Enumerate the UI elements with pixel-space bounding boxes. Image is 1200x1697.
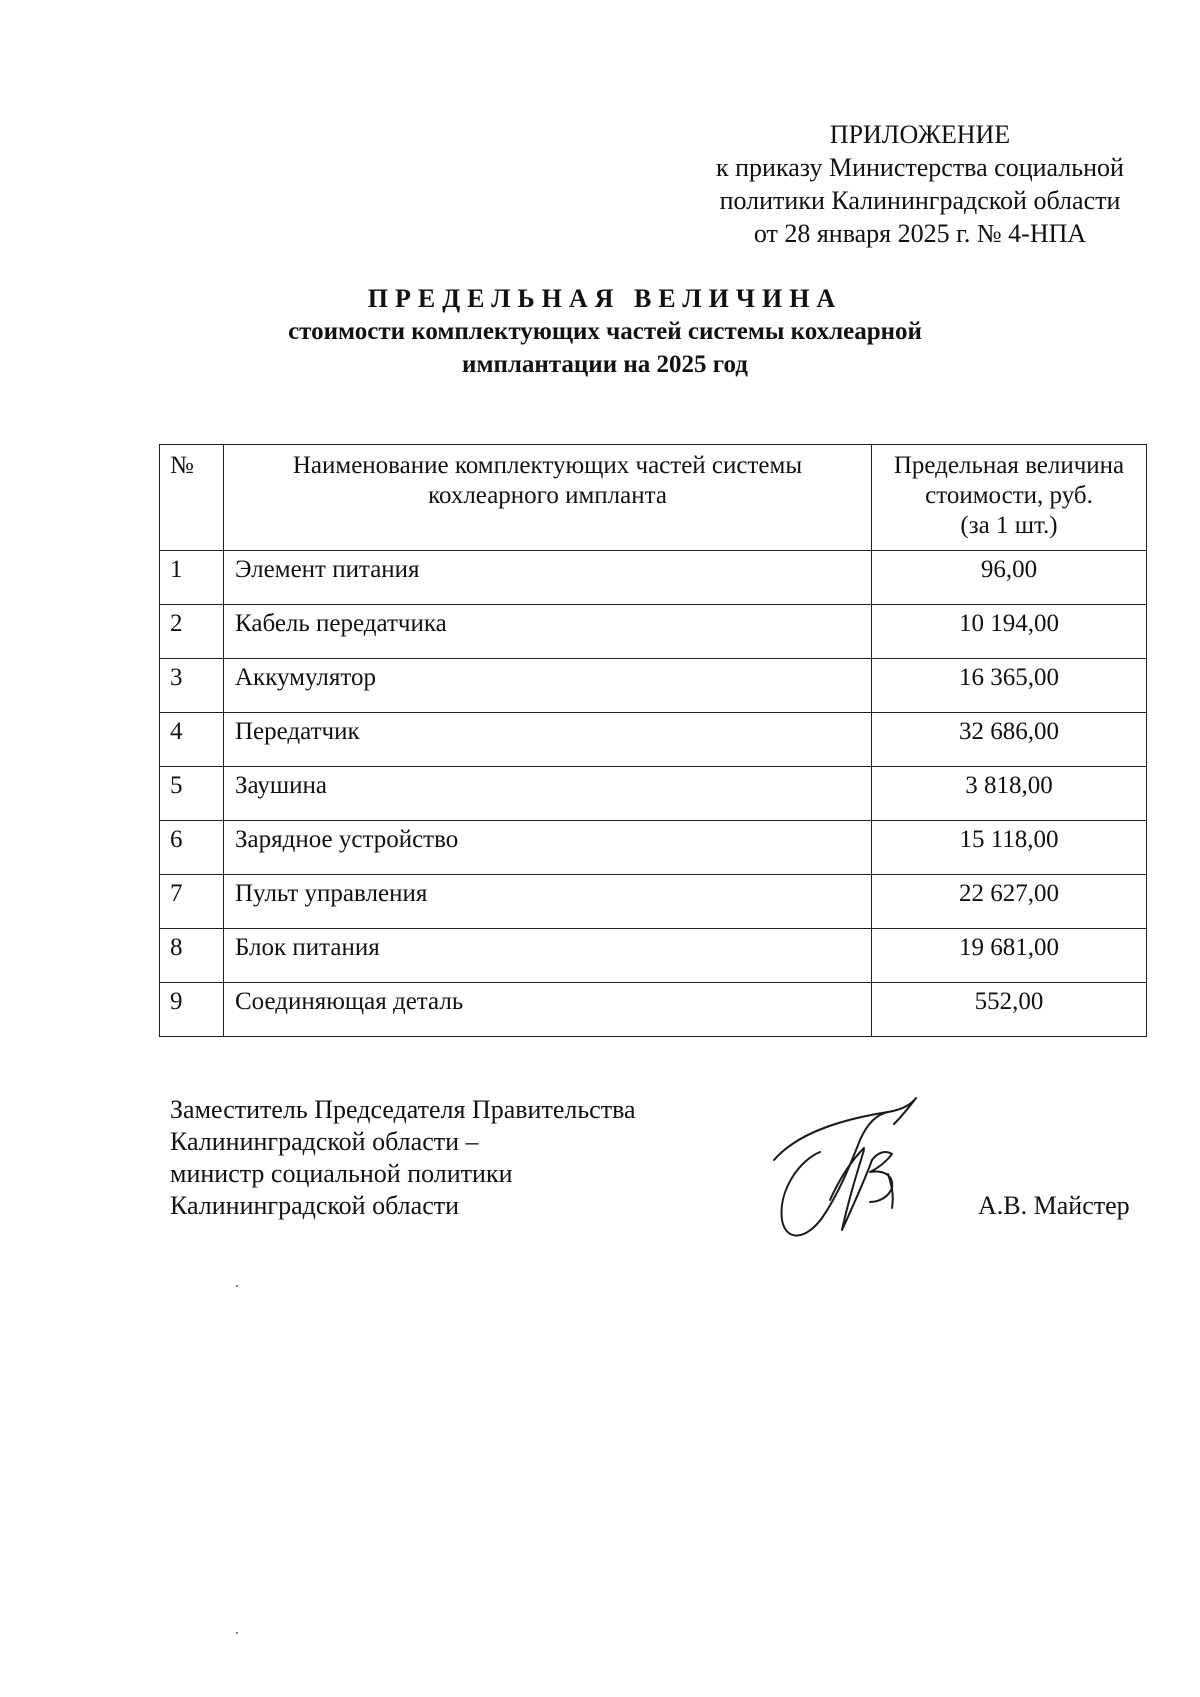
price-limit-cell: 10 194,00: [872, 605, 1147, 659]
table-row: [160, 983, 1147, 1037]
table-body: [160, 551, 1147, 1037]
table-header-row: [160, 445, 1147, 551]
price-limit-cell: 96,00: [872, 551, 1147, 605]
price-limit-cell: 32 686,00: [872, 713, 1147, 767]
appendix-header: [690, 118, 1150, 250]
row-number-cell: 3: [160, 659, 224, 713]
row-number-cell: 8: [160, 929, 224, 983]
component-name-cell: Блок питания: [224, 929, 872, 983]
title-subtitle-line-1: стоимости комплектующих частей системы кохлеарной: [288, 318, 922, 345]
scan-speck: [236, 1285, 238, 1287]
signatory-position-line-3: министр социальной политики: [170, 1159, 513, 1188]
component-name-cell: Заушина: [224, 767, 872, 821]
component-name-cell: Кабель передатчика: [224, 605, 872, 659]
document-title: [150, 282, 1060, 381]
table-row: [160, 875, 1147, 929]
component-name-cell: Элемент питания: [224, 551, 872, 605]
header-number: №: [160, 445, 224, 551]
table-row: [160, 767, 1147, 821]
title-subtitle-line-2: имплантации на 2025 год: [462, 351, 748, 378]
price-limit-cell: 22 627,00: [872, 875, 1147, 929]
price-limit-cell: 552,00: [872, 983, 1147, 1037]
row-number-cell: 4: [160, 713, 224, 767]
price-limit-cell: 16 365,00: [872, 659, 1147, 713]
handwritten-signature-icon: [760, 1090, 940, 1250]
component-name-cell: Аккумулятор: [224, 659, 872, 713]
row-number-cell: 9: [160, 983, 224, 1037]
price-limit-cell: 15 118,00: [872, 821, 1147, 875]
table-row: [160, 605, 1147, 659]
row-number-cell: 6: [160, 821, 224, 875]
component-name-cell: Соединяющая деталь: [224, 983, 872, 1037]
header-component-name: Наименование комплектующих частей системы кохлеарного импланта: [224, 445, 872, 551]
limits-table-container: [159, 444, 1147, 1037]
appendix-order-line: к приказу Министерства социальной: [716, 153, 1124, 182]
appendix-date-line: от 28 января 2025 г. № 4-НПА: [753, 219, 1087, 248]
signatory-position-line-4: Калининградской области: [170, 1191, 460, 1220]
row-number-cell: 7: [160, 875, 224, 929]
scan-speck: [236, 1632, 238, 1634]
limits-table: [159, 444, 1147, 1037]
component-name-cell: Зарядное устройство: [224, 821, 872, 875]
appendix-label: ПРИЛОЖЕНИЕ: [829, 120, 1011, 149]
table-row: [160, 713, 1147, 767]
signatory-name: А.В. Майстер: [978, 1191, 1130, 1220]
price-limit-cell: 3 818,00: [872, 767, 1147, 821]
table-row: [160, 551, 1147, 605]
component-name-cell: Пульт управления: [224, 875, 872, 929]
row-number-cell: 5: [160, 767, 224, 821]
title-main: ПРЕДЕЛЬНАЯ ВЕЛИЧИНА: [367, 284, 843, 313]
header-price-limit: Предельная величина стоимости, руб. (за 1 шт.): [872, 445, 1147, 551]
price-limit-cell: 19 681,00: [872, 929, 1147, 983]
table-row: [160, 821, 1147, 875]
table-row: [160, 929, 1147, 983]
signatory-position-line-1: Заместитель Председателя Правительства: [170, 1095, 636, 1124]
row-number-cell: 1: [160, 551, 224, 605]
appendix-ministry-line: политики Калининградской области: [719, 186, 1121, 215]
component-name-cell: Передатчик: [224, 713, 872, 767]
signatory-position-line-2: Калининградской области –: [170, 1127, 479, 1156]
table-row: [160, 659, 1147, 713]
row-number-cell: 2: [160, 605, 224, 659]
signatory-position: [170, 1094, 636, 1222]
